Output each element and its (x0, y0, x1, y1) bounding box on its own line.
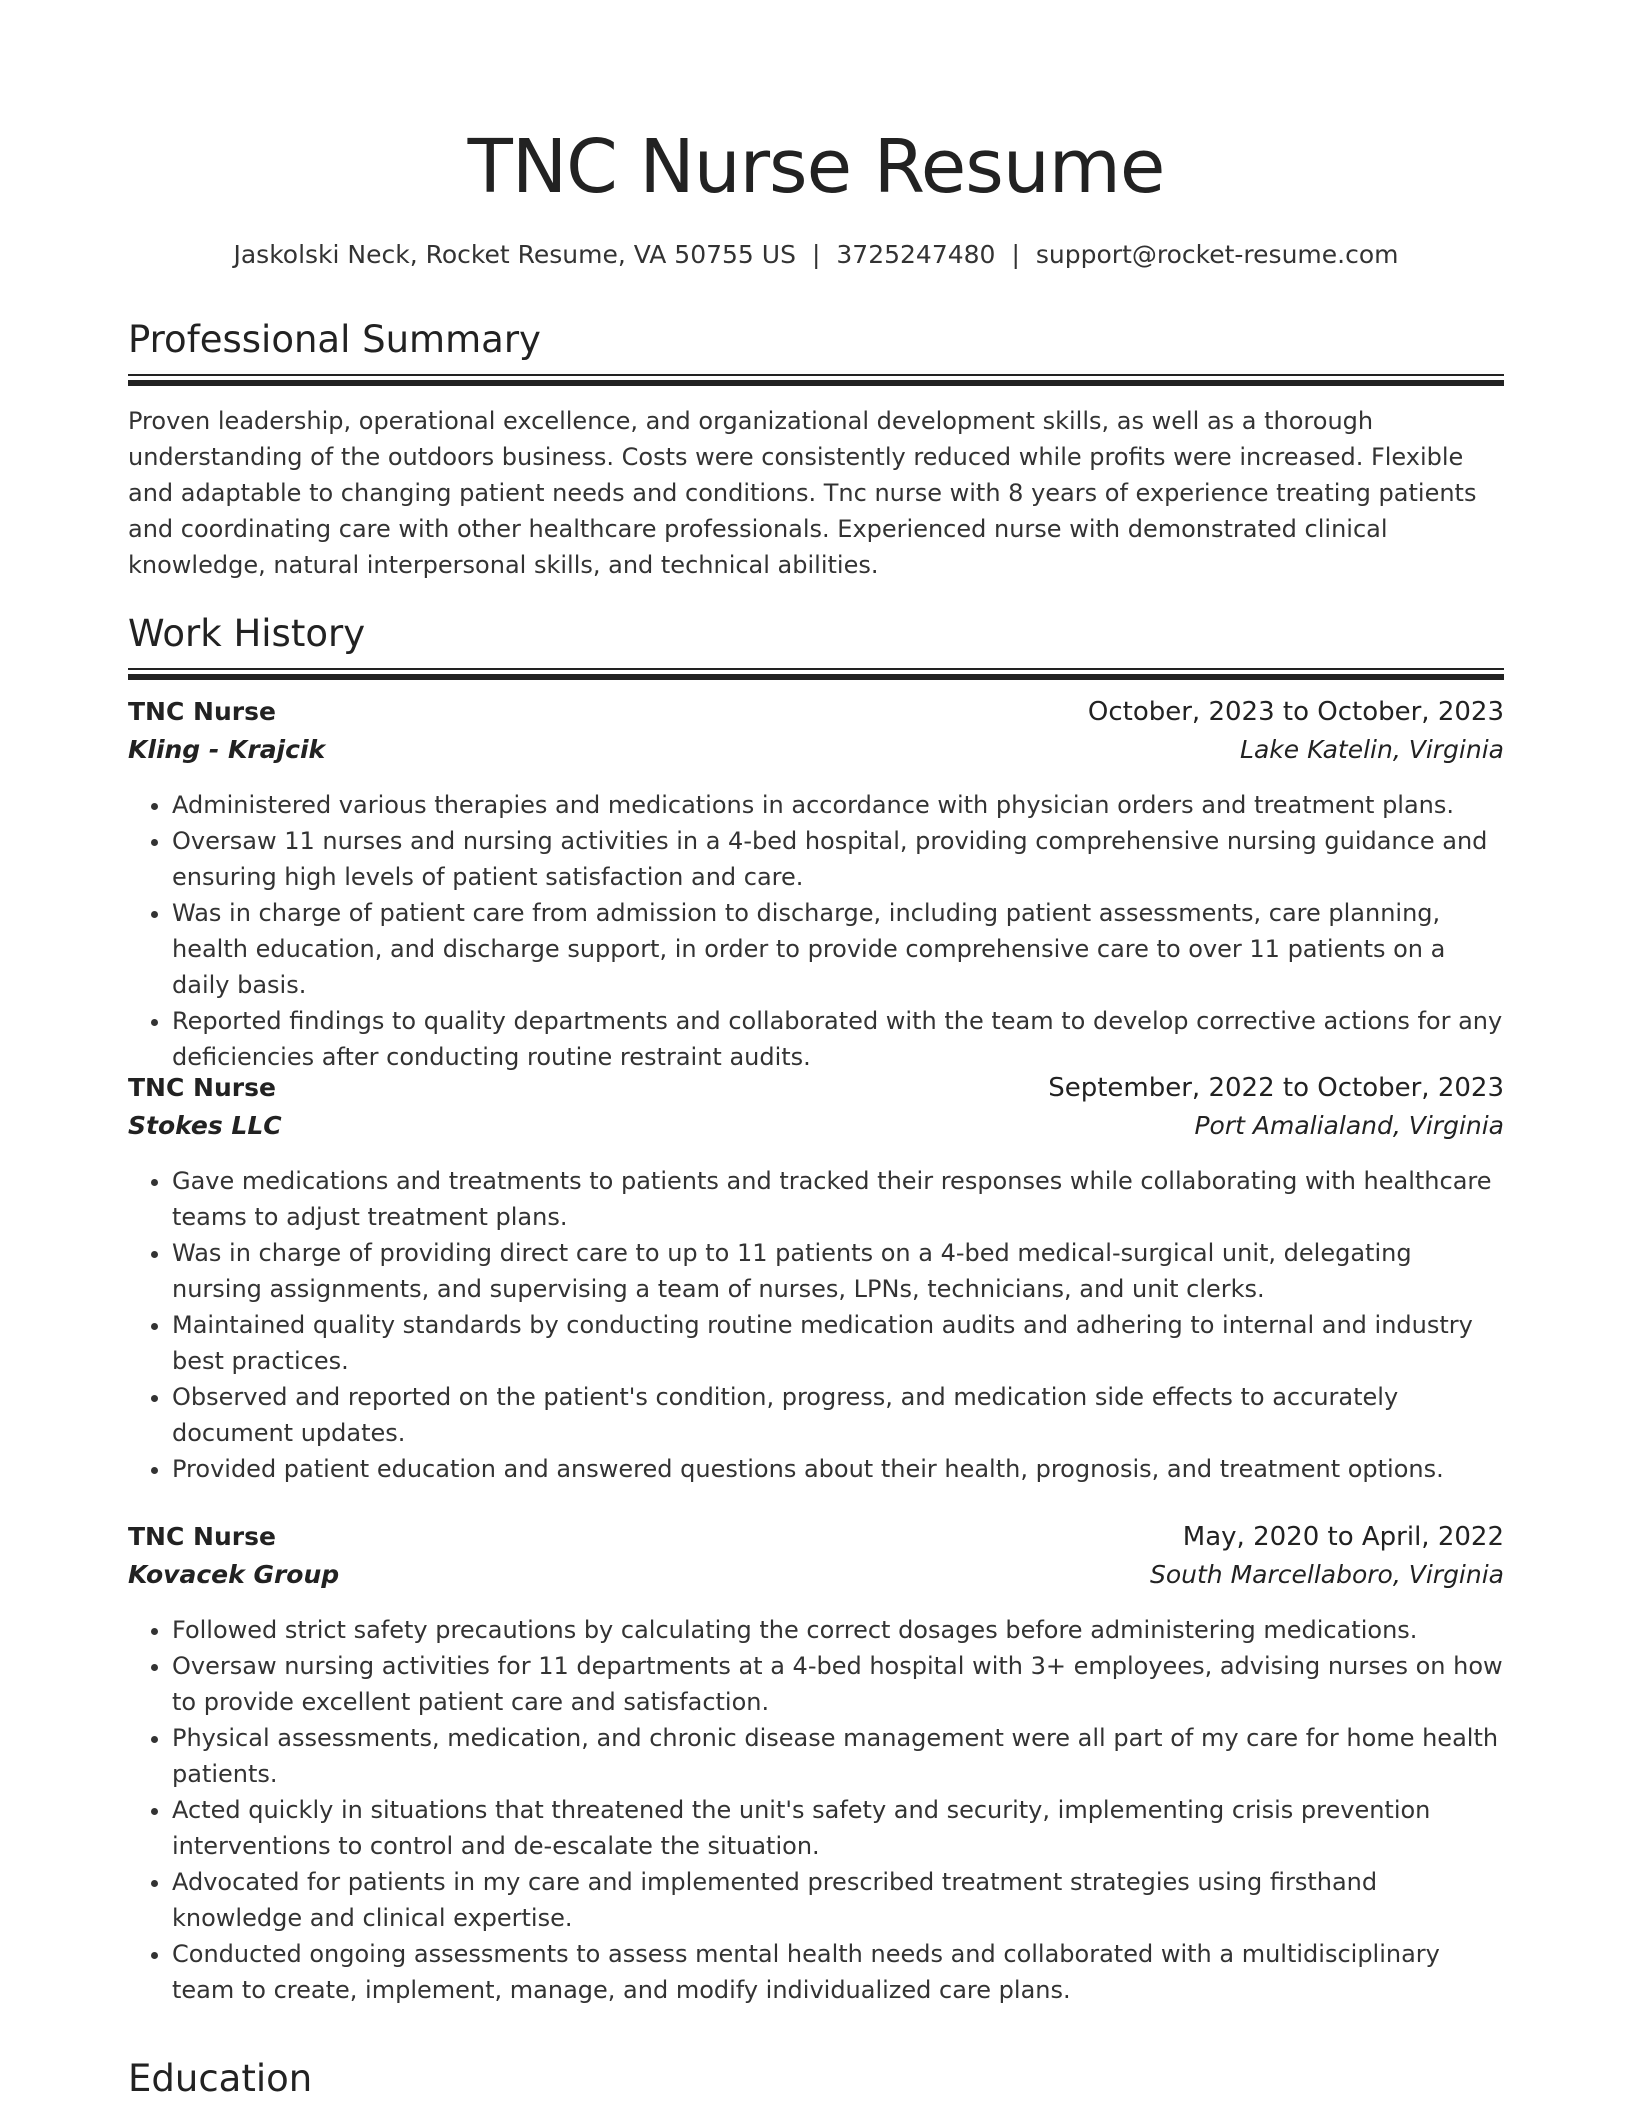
contact-email: support@rocket-resume.com (1035, 240, 1399, 269)
job-dates: October, 2023 to October, 2023 (1087, 697, 1504, 727)
job-dates: September, 2022 to October, 2023 (1048, 1073, 1504, 1103)
job-bullet: • Observed and reported on the patient's condition, progress, and medication side effects to accurately document updates. (172, 1379, 1504, 1451)
contact-line (128, 237, 1504, 273)
contact-address: Jaskolski Neck, Rocket Resume, VA 50755 US (233, 240, 796, 269)
job-bullet: • Followed strict safety precautions by calculating the correct dosages before administering medications. (172, 1612, 1504, 1648)
job-bullets (128, 1163, 1504, 1487)
job-dates: May, 2020 to April, 2022 (1182, 1522, 1504, 1552)
job-bullet: • Reported findings to quality departments and collaborated with the team to develop corrective actions for any deficiencies after conducting routine restraint audits. (172, 1003, 1504, 1075)
job-bullet: • Physical assessments, medication, and chronic disease management were all part of my care for home health patients. (172, 1720, 1504, 1792)
job-company: Stokes LLC (128, 1111, 282, 1140)
job-bullet: • Provided patient education and answered questions about their health, prognosis, and treatment options. (172, 1451, 1504, 1487)
section-title-summary: Professional Summary (128, 318, 541, 361)
job-title: TNC Nurse (128, 1073, 276, 1102)
job-bullets (128, 787, 1504, 1075)
job-title: TNC Nurse (128, 697, 276, 726)
job-bullet: • Advocated for patients in my care and implemented prescribed treatment strategies using firsthand knowledge and clinical expertise. (172, 1864, 1504, 1936)
job-bullet: • Oversaw 11 nurses and nursing activities in a 4-bed hospital, providing comprehensive nursing guidance and ensuring high levels of patient satisfaction and care. (172, 823, 1504, 895)
resume-title: TNC Nurse Resume (467, 124, 1165, 210)
section-title-work-history: Work History (128, 612, 366, 655)
job-entry (128, 1522, 1504, 2008)
job-company: Kovacek Group (128, 1560, 340, 1589)
job-location: Lake Katelin, Virginia (1240, 735, 1504, 764)
section-divider (128, 374, 1504, 386)
job-bullet: • Conducted ongoing assessments to assess mental health needs and collaborated with a multidisciplinary team to create, implement, manage, and modify individualized care plans. (172, 1936, 1504, 2008)
summary-text: Proven leadership, operational excellence, and organizational development skills, as well as a thorough understanding of the outdoors business. Costs were consistently reduced while profits were increased. Flexible and adaptable to changing patient needs and conditions. Tnc nurse with 8 years of experience treating patients and coordinating care with other healthcare professionals. Experienced nurse with demonstrated clinical knowledge, natural interpersonal skills, and technical abilities. (128, 407, 1477, 579)
contact-separator: | (1011, 240, 1020, 269)
section-divider (128, 668, 1504, 680)
contact-separator: | (811, 240, 821, 269)
job-location: Port Amalialand, Virginia (1194, 1111, 1504, 1140)
job-entry (128, 1073, 1504, 1487)
job-company: Kling - Krajcik (128, 735, 326, 764)
job-bullet: • Was in charge of providing direct care to up to 11 patients on a 4-bed medical-surgical unit, delegating nursing assignments, and supervising a team of nurses, LPNs, technicians, and unit clerks. (172, 1235, 1504, 1307)
job-bullet: • Gave medications and treatments to patients and tracked their responses while collaborating with healthcare teams to adjust treatment plans. (172, 1163, 1504, 1235)
job-location: South Marcellaboro, Virginia (1150, 1560, 1504, 1589)
job-bullet: • Administered various therapies and medications in accordance with physician orders and treatment plans. (172, 787, 1504, 823)
job-entry (128, 697, 1504, 1075)
job-bullets (128, 1612, 1504, 2008)
job-bullet: • Acted quickly in situations that threatened the unit's safety and security, implementing crisis prevention interventions to control and de-escalate the situation. (172, 1792, 1504, 1864)
job-bullet: • Oversaw nursing activities for 11 departments at a 4-bed hospital with 3+ employees, advising nurses on how to provide excellent patient care and satisfaction. (172, 1648, 1504, 1720)
job-title: TNC Nurse (128, 1522, 276, 1551)
section-title-education: Education (128, 2057, 313, 2100)
contact-phone: 3725247480 (836, 240, 996, 269)
job-bullet: • Maintained quality standards by conducting routine medication audits and adhering to internal and industry best practices. (172, 1307, 1504, 1379)
job-bullet: • Was in charge of patient care from admission to discharge, including patient assessments, care planning, health education, and discharge support, in order to provide comprehensive care to over 11 patients on a daily basis. (172, 895, 1504, 1003)
